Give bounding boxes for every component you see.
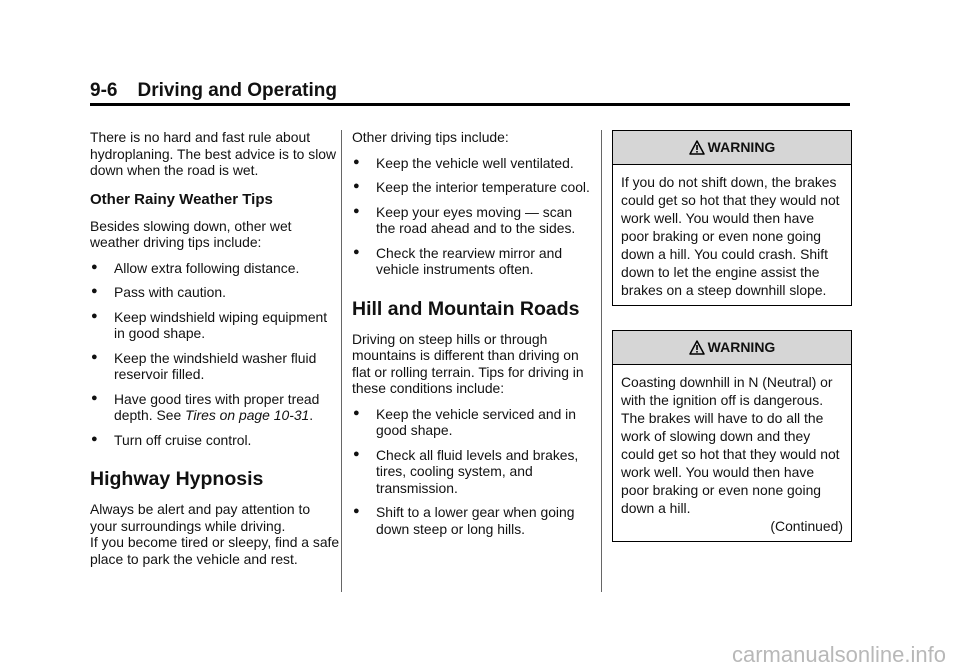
bullet-icon: ● (91, 391, 98, 404)
list-item: ● Check the rearview mirror and vehicle instruments often. (353, 244, 563, 277)
hill-mountain-heading: Hill and Mountain Roads (352, 297, 580, 320)
bullet-icon: ● (353, 155, 360, 168)
warning-title: WARNING (707, 339, 776, 356)
hydroplaning-paragraph: There is no hard and fast rule about hydroplaning. The best advice is to slow down when the road is wet. (90, 129, 337, 178)
rainy-weather-list (90, 260, 340, 449)
bullet-icon: ● (353, 447, 360, 460)
section-title: Driving and Operating (137, 80, 337, 101)
warning-triangle-icon (689, 140, 705, 155)
bullet-icon: ● (353, 505, 360, 517)
list-item: ● Check all fluid levels and brakes, tires, cooling system, and transmission. (353, 446, 579, 496)
list-item: ● Keep your eyes moving — scan the road ahead and to the sides. (353, 203, 576, 236)
list-item: ● Keep windshield wiping equipment in good shape. (91, 308, 328, 341)
bullet-icon: ● (91, 285, 98, 297)
tires-page-reference[interactable]: Tires on page 10-31 (185, 407, 310, 423)
hill-tips-list (352, 406, 592, 538)
bullet-icon: ● (91, 309, 98, 322)
column-left (90, 129, 340, 576)
warning-text: If you do not shift down, the brakes could get so hot that they would not work well. You would then have poor braking or even none going down a hill. You could crash. Shift down to let the engine assist the brakes on a steep downhill slope. (621, 174, 840, 298)
column-divider-1 (341, 130, 342, 592)
warning-header (613, 131, 851, 165)
warning-box-coasting (612, 330, 852, 542)
driving-tips-list (352, 155, 592, 278)
page-number: 9-6 (90, 80, 118, 101)
hypnosis-paragraph-1: Always be alert and pay attention to your surroundings while driving. (90, 501, 311, 534)
header-rule (90, 103, 850, 106)
list-item: ● Turn off cruise control. (91, 431, 252, 448)
list-item: ● Shift to a lower gear when going down steep or long hills. (353, 504, 575, 537)
bullet-icon: ● (353, 180, 360, 192)
bullet-icon: ● (353, 245, 360, 258)
continued-label: (Continued) (770, 518, 843, 534)
warning-body (613, 365, 851, 541)
warning-box-shift-down (612, 130, 852, 306)
bullet-icon: ● (91, 432, 98, 445)
warning-title: WARNING (707, 139, 776, 156)
warning-text: Coasting downhill in N (Neutral) or with the ignition off is dangerous. The brakes will have to do all the work of slowing down and they could get so hot that they would not work well. You would then have poor braking or even none going down a hill. (621, 374, 840, 516)
list-item: ● Keep the interior temperature cool. (353, 179, 590, 195)
other-tips-intro: Other driving tips include: (352, 129, 509, 145)
list-item: ● Keep the vehicle well ventilated. (353, 154, 574, 171)
column-divider-2 (601, 130, 602, 592)
highway-hypnosis-heading: Highway Hypnosis (90, 468, 264, 490)
warning-triangle-icon (689, 340, 705, 355)
list-item: ● Keep the vehicle serviced and in good shape. (353, 405, 576, 438)
bullet-icon: ● (91, 260, 98, 273)
bullet-icon: ● (353, 406, 360, 419)
watermark: carmanualsonline.info (731, 642, 946, 667)
list-item: ● Have good tires with proper tread depth. See Tires on page 10-31. (91, 390, 320, 423)
bullet-icon: ● (91, 350, 98, 363)
list-item: ● Keep the windshield washer fluid reservoir filled. (91, 349, 317, 382)
page-header (90, 80, 850, 102)
list-item: ● Pass with caution. (91, 284, 226, 300)
list-item: ● Allow extra following distance. (91, 259, 300, 276)
column-middle (352, 129, 592, 545)
bullet-icon: ● (353, 204, 360, 217)
rainy-weather-heading: Other Rainy Weather Tips (90, 190, 273, 208)
rainy-weather-intro: Besides slowing down, other wet weather driving tips include: (90, 217, 292, 250)
warning-header (613, 331, 851, 365)
hypnosis-paragraph-2: If you become tired or sleepy, find a safe place to park the vehicle and rest. (90, 534, 340, 567)
column-right (612, 130, 852, 566)
hill-mountain-intro: Driving on steep hills or through mountains is different than driving on flat or rolling terrain. Tips for driving in these conditions include: (352, 330, 584, 396)
